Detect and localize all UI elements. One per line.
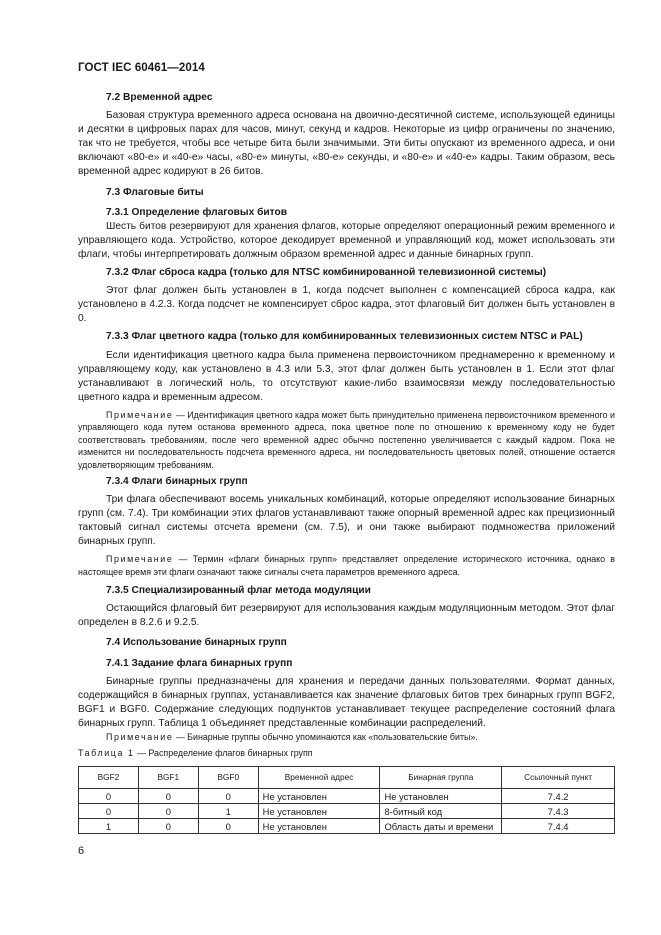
table-cell: Не установлен xyxy=(258,804,380,819)
table-cell: Не установлен xyxy=(258,789,380,804)
page-content xyxy=(78,91,615,834)
heading-7-3-2: 7.3.2 Флаг сброса кадра (только для NTSC комбинированной телевизионной системы) xyxy=(106,267,547,279)
note-text: — Термин «флаги бинарных групп» представляет определение исторического источника, однако в настоящее время эти флаги означают также сигналы счета параметров временного адреса. xyxy=(78,554,615,577)
table-cell: Не установлен xyxy=(258,819,380,834)
note-label: Примечание xyxy=(106,409,174,420)
column-header: BGF2 xyxy=(79,767,139,789)
table-cell: Область даты и времени xyxy=(380,819,502,834)
table-cell: 1 xyxy=(198,804,258,819)
note-label: Примечание xyxy=(106,554,174,565)
note-7-4-1 xyxy=(78,731,615,743)
column-header: Ссылочный пункт xyxy=(502,767,615,789)
table-caption-text: — Распределение флагов бинарных групп xyxy=(134,748,313,759)
paragraph-7-3-5: Остающийся флаговый бит резервируют для использования каждым модуляционным методом. Этот флаг определен в 8.2.6 и 9.2.5. xyxy=(78,603,615,629)
page-number: 6 xyxy=(78,845,85,857)
table-caption xyxy=(78,747,615,759)
table-cell: 1 xyxy=(79,819,139,834)
heading-7-3-4: 7.3.4 Флаги бинарных групп xyxy=(106,475,248,487)
table-row xyxy=(79,789,615,804)
paragraph-7-3-4: Три флага обеспечивают восемь уникальных комбинаций, которые определяют использование бинарных групп (см. 7.4). Три комбинации этих флагов устанавливают также опорный временной адрес как прецизионный тактовый сигнал системы отсчета времени (см. 7.5), и они также выбирают подмножества приложений бинарных групп. xyxy=(78,494,615,548)
note-7-3-4 xyxy=(78,553,615,578)
note-text: — Бинарные группы обычно упоминаются как «пользовательские биты». xyxy=(173,732,478,743)
table-cell: 0 xyxy=(198,819,258,834)
table-cell: Не установлен xyxy=(380,789,502,804)
heading-7-3-3: 7.3.3 Флаг цветного кадра (только для комбинированных телевизионных систем NTSC и PAL) xyxy=(106,331,583,343)
table-cell: 8-битный код xyxy=(380,804,502,819)
note-text: — Идентификация цветного кадра может быть принудительно применена первоисточником временного и управляющего кода путем останова временного адреса, пока цветное поле по отношению к временному коду не будет соответствовать требованиям, после чего временной адрес обычно постепенно увеличивается с каждый кадром. Пока не изменится ни последовательность подсчета временного адреса, ни последовательность цветовых полей, отношение остается удовлетворяющим требованиям. xyxy=(78,409,615,470)
note-7-3-3 xyxy=(78,409,615,471)
table-cell: 7.4.2 xyxy=(502,789,615,804)
heading-7-4-1: 7.4.1 Задание флага бинарных групп xyxy=(106,657,293,669)
table-cell: 0 xyxy=(79,789,139,804)
table-cell: 0 xyxy=(138,819,198,834)
table-cell: 7.4.4 xyxy=(502,819,615,834)
table-caption-label: Таблица 1 xyxy=(78,748,135,759)
paragraph-7-3-1: Шесть битов резервируют для хранения флагов, которые определяют операционный режим временного и управляющего кода. Устройство, которое декодирует временной и управляющий код, может использовать эти флаги, чтобы интерпретировать должным образом временной адрес и данные бинарных групп. xyxy=(78,220,615,260)
heading-7-2: 7.2 Временной адрес xyxy=(106,92,213,103)
paragraph-7-3-3: Если идентификация цветного кадра была применена первоисточником преднамеренно к временному и управляющему коду, как установлено в 4.3 или 5.3, этот флаг должен быть установлен в 1. Если этот флаг устанавливают в логический ноль, то отсутствуют какие-либо взаимосвязи между последовательностью цветного кадра и временным адресом. xyxy=(78,349,615,403)
heading-7-3-1: 7.3.1 Определение флаговых битов xyxy=(106,206,287,218)
table-cell: 7.4.3 xyxy=(502,804,615,819)
column-header: BGF1 xyxy=(138,767,198,789)
column-header: Бинарная группа xyxy=(380,767,502,789)
table-cell: 0 xyxy=(138,789,198,804)
table-cell: 0 xyxy=(198,789,258,804)
column-header: BGF0 xyxy=(198,767,258,789)
flags-table xyxy=(78,766,615,834)
paragraph-7-4-1: Бинарные группы предназначены для хранения и передачи данных пользователями. Формат данных, содержащийся в бинарных группах, устанавливается как значение флаговых битов трех бинарных групп BGF2, BGF1 и BGF0. Содержание следующих подпунктов устанавливает текущее распределение состояний флага бинарных групп. Таблица 1 объединяет представленные комбинации распределений. xyxy=(78,675,615,729)
table-cell: 0 xyxy=(79,804,139,819)
note-label: Примечание xyxy=(106,732,174,743)
heading-7-3-5: 7.3.5 Специализированный флаг метода модуляции xyxy=(106,585,371,597)
paragraph-7-2: Базовая структура временного адреса основана на двоично-десятичной системе, использующей единицы и десятки в цифровых парах для часов, минут, секунд и кадров. Некоторые из цифр ограничены по значению, так что не требуется, чтобы все четыре бита были значимыми. Эти биты опускают из временного адреса, и они включают «80-е» и «40-е» часы, «80-е» минуты, «80-е» секунды, и «80-е» и «40-е» кадры. Таким образом, весь временной адрес кодируют в 26 битов. xyxy=(78,110,615,178)
table-row xyxy=(79,804,615,819)
table-cell: 0 xyxy=(138,804,198,819)
heading-7-3: 7.3 Флаговые биты xyxy=(106,186,204,198)
paragraph-7-3-2: Этот флаг должен быть установлен в 1, когда подсчет выполнен с компенсацией сброса кадра, как установлено в 4.2.3. Когда подсчет не компенсирует сброс кадра, этот флаговый бит должен быть установлен в 0. xyxy=(78,285,615,325)
column-header: Временной адрес xyxy=(258,767,380,789)
document-header: ГОСТ IEC 60461—2014 xyxy=(78,62,205,74)
table-header-row xyxy=(79,767,615,789)
heading-7-4: 7.4 Использование бинарных групп xyxy=(106,637,287,649)
table-row xyxy=(79,819,615,834)
